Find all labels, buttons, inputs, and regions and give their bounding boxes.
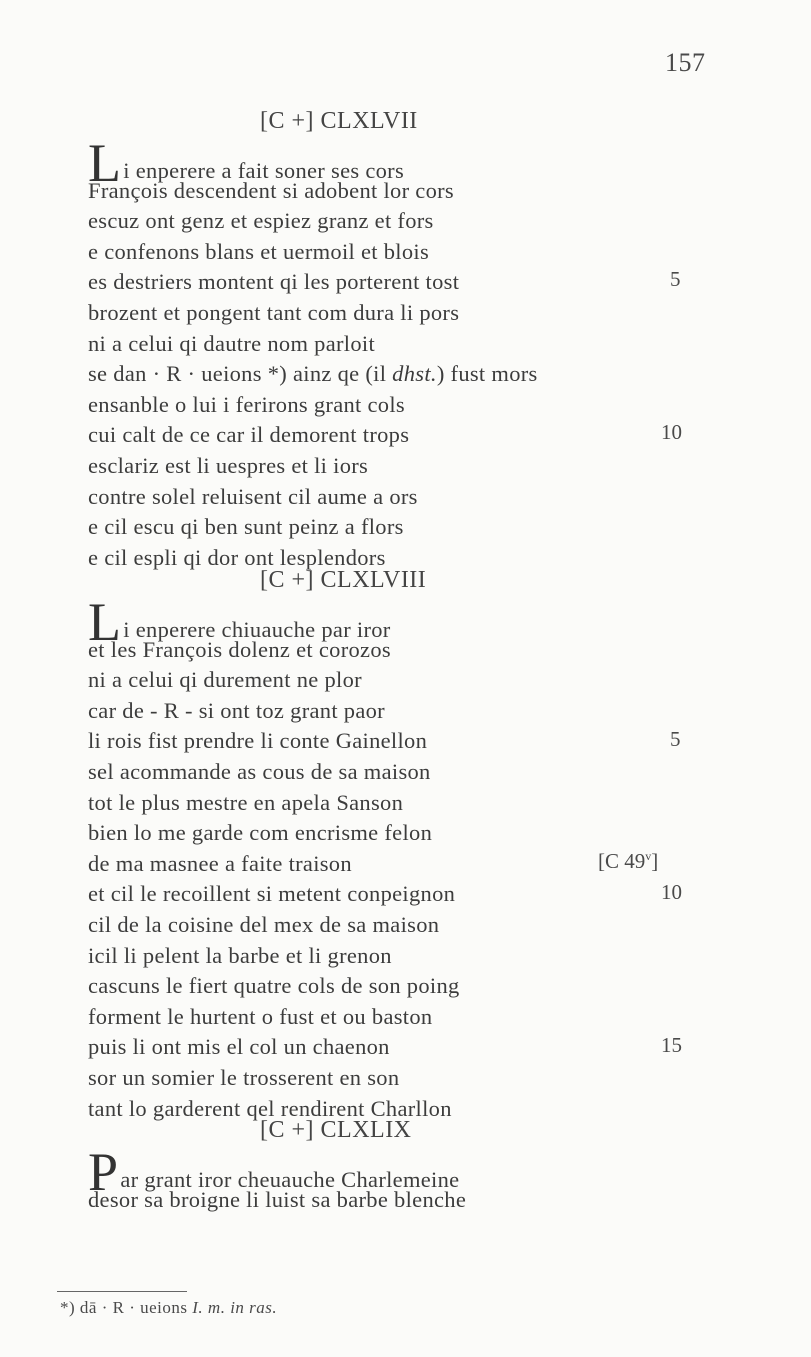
drop-cap: P [88,1142,119,1202]
verse-line: contre solel reluisent cil aume a ors [88,483,418,509]
verse-block [88,133,538,573]
verse-line: escuz ont genz et espiez granz et fors [88,208,434,234]
line-number: 5 [670,727,681,751]
verse-line [88,359,538,390]
folio-reference: [C 49$^v$] [598,849,659,873]
verse-line: e confenons blans et uermoil et blois [88,238,430,264]
verse-block [88,1142,467,1215]
verse-line: ni a celui qi durement ne plor [88,667,362,693]
line-number: 10 [661,880,682,904]
footnote-rule [57,1291,187,1292]
section-heading: [C +] CLXLVIII [260,567,427,593]
verse-text: ar grant iror cheuauche Charlemeine [120,1167,460,1192]
verse-line: de ma masnee a faite traison [88,850,352,876]
page-number: 157 [665,48,706,77]
section-heading: [C +] CLXLIX [260,1117,412,1143]
line-number: 15 [661,1033,682,1057]
verse-block [88,592,460,1124]
verse-line: ni a celui qi dautre nom parloit [88,330,376,356]
editorial-note: dhst. [392,361,437,387]
verse-line: forment le hurtent o fust et ou baston [88,1003,433,1029]
line-number: 10 [661,420,682,444]
verse-line: e cil espli qi dor ont lesplendors [88,544,386,570]
verse-line: es destriers montent qi les porterent tost [88,269,460,295]
verse-text: i enperere chiuauche par iror [123,617,391,642]
verse-line: François descendent si adobent lor cors [88,177,454,203]
verse-line: et cil le recoillent si metent conpeignon [88,881,456,907]
verse-line: cui calt de ce car il demorent trops [88,422,410,448]
verse-text: i enperere a fait soner ses cors [123,158,405,183]
verse-text: se dan · R · ueions *) ainz qe (il [88,361,393,387]
drop-cap: L [88,133,122,193]
verse-line: car de - R - si ont toz grant paor [88,697,385,723]
verse-line: desor sa broigne li luist sa barbe blenche [88,1186,467,1212]
verse-line: li rois fist prendre li conte Gainellon [88,728,428,754]
verse-line: tant lo garderent qel rendirent Charllon [88,1095,452,1121]
verse-line: sor un somier le trosserent en son [88,1064,400,1090]
verse-line: e cil escu qi ben sunt peinz a flors [88,514,404,540]
verse-line: bien lo me garde com encrisme felon [88,820,433,846]
verse-line: esclariz est li uespres et li iors [88,452,369,478]
line-number: 5 [670,267,681,291]
section-heading: [C +] CLXLVII [260,108,418,134]
verse-line: tot le plus mestre en apela Sanson [88,789,404,815]
verse-line: brozent et pongent tant com dura li pors [88,299,460,325]
verse-line: sel acommande as cous de sa maison [88,758,431,784]
verse-line: cascuns le fiert quatre cols de son poing [88,973,460,999]
verse-line: et les François dolenz et corozos [88,636,391,662]
verse-line: cil de la coisine del mex de sa maison [88,911,440,937]
verse-text: ) fust mors [436,361,538,387]
drop-cap: L [88,592,122,652]
footnote: *) dā · R · ueions I. m. in ras. [60,1298,278,1317]
verse-line: ensanble o lui i ferirons grant cols [88,391,405,417]
verse-line: icil li pelent la barbe et li grenon [88,942,392,968]
verse-line: puis li ont mis el col un chaenon [88,1034,390,1060]
